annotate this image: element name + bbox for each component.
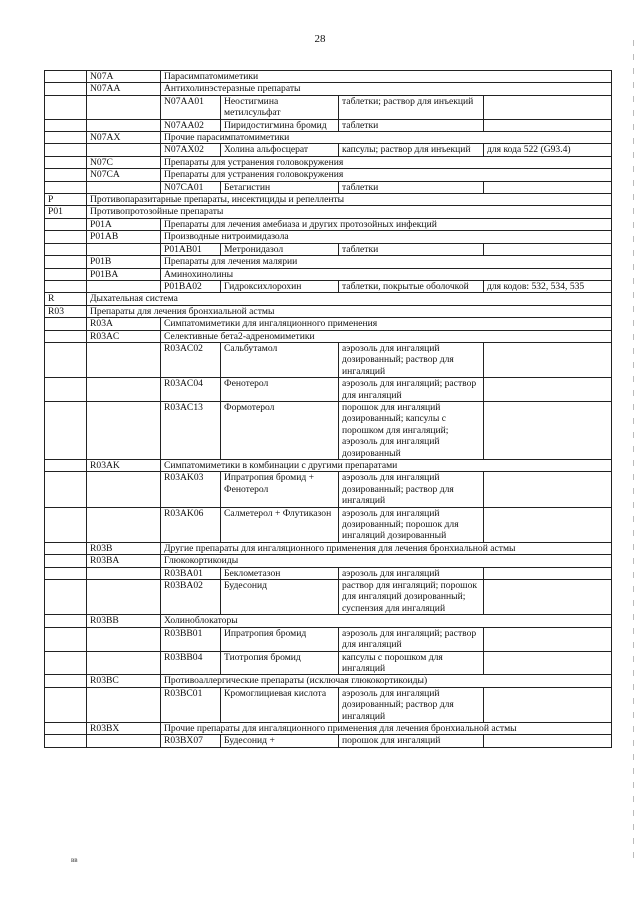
table-row [45,305,612,317]
empty-cell [45,169,87,181]
drug-name-cell: Ипратропия бромид [221,627,339,651]
empty-cell [87,280,161,292]
table-row [45,401,612,459]
empty-cell [87,507,161,542]
dosage-form-cell: аэрозоль для ингаляций; раствор для ингаляций [339,378,484,402]
drug-name-cell: Сальбутамол [221,342,339,377]
dosage-form-cell: аэрозоль для ингаляций дозированный; порошок для ингаляций дозированный [339,507,484,542]
subgroup-name-cell: Селективные бета2-адреномиметики [161,330,612,342]
group-code-cell: P01 [45,206,87,218]
table-row [45,460,612,472]
drug-name-cell: Бетагистин [221,181,339,193]
note-cell [484,378,612,402]
empty-cell [45,243,87,255]
empty-cell [45,132,87,144]
empty-cell [45,555,87,567]
subgroup-code-cell: N07CA [87,169,161,181]
drug-name-cell: Неостигмина метилсульфат [221,95,339,119]
empty-cell [45,280,87,292]
empty-cell [87,567,161,579]
table-row [45,651,612,675]
dosage-form-cell: таблетки [339,181,484,193]
empty-cell [45,567,87,579]
empty-cell [45,342,87,377]
table-row [45,627,612,651]
drug-code-cell: N07CA01 [161,181,221,193]
subgroup-name-cell: Холиноблокаторы [161,615,612,627]
group-name-cell: Дыхательная система [87,293,612,305]
note-cell [484,401,612,459]
drug-code-cell: R03BA02 [161,580,221,615]
drug-code-cell: N07AA02 [161,119,221,131]
table-row [45,83,612,95]
table-row [45,555,612,567]
group-name-cell: Противопротозойные препараты [87,206,612,218]
subgroup-code-cell: R03BA [87,555,161,567]
note-cell [484,651,612,675]
note-cell [484,119,612,131]
table-row [45,280,612,292]
empty-cell [87,144,161,156]
empty-cell [45,507,87,542]
group-name-cell: Противопаразитарные препараты, инсектициды и репелленты [87,194,612,206]
dosage-form-cell: порошок для ингаляций [339,735,484,747]
subgroup-name-cell: Глюкокортикоиды [161,555,612,567]
footer-mark: вв [71,856,78,864]
group-code-cell: R03 [45,305,87,317]
table-row [45,542,612,554]
note-cell [484,472,612,507]
drug-name-cell: Гидроксихлорохин [221,280,339,292]
empty-cell [45,218,87,230]
subgroup-code-cell: R03BB [87,615,161,627]
empty-cell [45,675,87,687]
empty-cell [87,401,161,459]
drug-name-cell: Салметерол + Флутиказон [221,507,339,542]
subgroup-code-cell: P01BA [87,268,161,280]
empty-cell [45,119,87,131]
subgroup-name-cell: Препараты для лечения малярии [161,256,612,268]
table-row [45,615,612,627]
empty-cell [87,627,161,651]
subgroup-name-cell: Симпатомиметики в комбинации с другими препаратами [161,460,612,472]
empty-cell [87,243,161,255]
drug-name-cell: Кромоглициевая кислота [221,687,339,722]
table-row [45,132,612,144]
drug-code-cell: R03AK03 [161,472,221,507]
subgroup-code-cell: R03B [87,542,161,554]
subgroup-code-cell: P01A [87,218,161,230]
subgroup-code-cell: P01AB [87,231,161,243]
dosage-form-cell: раствор для ингаляций; порошок для ингаляций дозированный; суспензия для ингаляций [339,580,484,615]
note-cell [484,243,612,255]
empty-cell [45,156,87,168]
drug-code-cell: R03BC01 [161,687,221,722]
table-row [45,675,612,687]
empty-cell [45,401,87,459]
drug-code-cell: R03AK06 [161,507,221,542]
table-row [45,567,612,579]
drug-name-cell: Холина альфосцерат [221,144,339,156]
note-cell: для кодов: 532, 534, 535 [484,280,612,292]
subgroup-code-cell: R03AK [87,460,161,472]
drug-code-cell: N07AX02 [161,144,221,156]
drug-code-cell: R03BX07 [161,735,221,747]
subgroup-name-cell: Препараты для лечения амебиаза и других протозойных инфекций [161,218,612,230]
dosage-form-cell: таблетки [339,119,484,131]
subgroup-name-cell: Препараты для устранения головокружения [161,156,612,168]
drug-code-cell: P01BA02 [161,280,221,292]
subgroup-name-cell: Аминохинолины [161,268,612,280]
empty-cell [45,722,87,734]
empty-cell [87,735,161,747]
drug-name-cell: Фенотерол [221,378,339,402]
table-row [45,218,612,230]
empty-cell [87,472,161,507]
drug-name-cell: Метронидазол [221,243,339,255]
table-row [45,231,612,243]
note-cell [484,687,612,722]
empty-cell [45,318,87,330]
group-name-cell: Препараты для лечения бронхиальной астмы [87,305,612,317]
subgroup-code-cell: N07C [87,156,161,168]
table-row [45,293,612,305]
dosage-form-cell: аэрозоль для ингаляций [339,567,484,579]
table-row [45,181,612,193]
table-row [45,318,612,330]
table-row [45,472,612,507]
empty-cell [45,181,87,193]
empty-cell [45,231,87,243]
table-row [45,169,612,181]
subgroup-code-cell: R03BX [87,722,161,734]
subgroup-code-cell: N07AX [87,132,161,144]
empty-cell [45,144,87,156]
table-row [45,735,612,747]
table-row [45,71,612,83]
table-row [45,243,612,255]
table-row [45,144,612,156]
empty-cell [87,687,161,722]
table-row [45,156,612,168]
empty-cell [87,181,161,193]
dosage-form-cell: капсулы; раствор для инъекций [339,144,484,156]
empty-cell [45,95,87,119]
empty-cell [87,580,161,615]
scan-edge [633,40,634,860]
empty-cell [45,735,87,747]
subgroup-code-cell: R03AC [87,330,161,342]
table-row [45,507,612,542]
drug-name-cell: Будесонид [221,580,339,615]
subgroup-name-cell: Противоаллергические препараты (исключая глюкокортикоиды) [161,675,612,687]
table-row [45,580,612,615]
table-row [45,342,612,377]
empty-cell [45,256,87,268]
drug-code-cell: R03BB04 [161,651,221,675]
subgroup-code-cell: N07A [87,71,161,83]
empty-cell [45,542,87,554]
table-row [45,256,612,268]
dosage-form-cell: аэрозоль для ингаляций дозированный; раствор для ингаляций [339,472,484,507]
note-cell [484,735,612,747]
subgroup-code-cell: N07AA [87,83,161,95]
note-cell [484,567,612,579]
table-row [45,378,612,402]
page-number: 28 [314,33,326,45]
empty-cell [87,95,161,119]
empty-cell [45,580,87,615]
empty-cell [45,378,87,402]
empty-cell [45,268,87,280]
subgroup-code-cell: R03BC [87,675,161,687]
dosage-form-cell: таблетки [339,243,484,255]
empty-cell [87,378,161,402]
empty-cell [45,71,87,83]
table-row [45,206,612,218]
group-code-cell: P [45,194,87,206]
subgroup-name-cell: Препараты для устранения головокружения [161,169,612,181]
note-cell [484,342,612,377]
group-code-cell: R [45,293,87,305]
note-cell [484,580,612,615]
subgroup-code-cell: P01B [87,256,161,268]
table-row [45,268,612,280]
drug-code-cell: N07AA01 [161,95,221,119]
subgroup-name-cell: Прочие препараты для ингаляционного применения для лечения бронхиальной астмы [161,722,612,734]
drug-name-cell: Будесонид + [221,735,339,747]
empty-cell [45,627,87,651]
table-row [45,194,612,206]
note-cell: для кода 522 (G93.4) [484,144,612,156]
dosage-form-cell: аэрозоль для ингаляций; раствор для ингаляций [339,627,484,651]
subgroup-name-cell: Парасимпатомиметики [161,71,612,83]
subgroup-name-cell: Симпатомиметики для ингаляционного применения [161,318,612,330]
dosage-form-cell: аэрозоль для ингаляций дозированный; раствор для ингаляций [339,342,484,377]
subgroup-name-cell: Другие препараты для ингаляционного применения для лечения бронхиальной астмы [161,542,612,554]
note-cell [484,627,612,651]
table-row [45,95,612,119]
note-cell [484,95,612,119]
drug-name-cell: Ипратропия бромид + Фенотерол [221,472,339,507]
table-row [45,119,612,131]
subgroup-name-cell: Антихолинэстеразные препараты [161,83,612,95]
note-cell [484,181,612,193]
empty-cell [45,460,87,472]
drug-name-cell: Тиотропия бромид [221,651,339,675]
subgroup-code-cell: R03A [87,318,161,330]
empty-cell [87,342,161,377]
drug-table [44,70,612,748]
table-row [45,687,612,722]
dosage-form-cell: капсулы с порошком для ингаляций [339,651,484,675]
empty-cell [45,687,87,722]
table-row [45,330,612,342]
empty-cell [45,330,87,342]
empty-cell [45,472,87,507]
dosage-form-cell: таблетки, покрытые оболочкой [339,280,484,292]
dosage-form-cell: таблетки; раствор для инъекций [339,95,484,119]
empty-cell [45,615,87,627]
dosage-form-cell: порошок для ингаляций дозированный; капсулы с порошком для ингаляций; аэрозоль для ингаляций дозированный [339,401,484,459]
table-row [45,722,612,734]
drug-name-cell: Формотерол [221,401,339,459]
drug-code-cell: R03AC13 [161,401,221,459]
drug-name-cell: Беклометазон [221,567,339,579]
drug-code-cell: R03AC02 [161,342,221,377]
drug-code-cell: P01AB01 [161,243,221,255]
drug-code-cell: R03BB01 [161,627,221,651]
empty-cell [45,651,87,675]
note-cell [484,507,612,542]
dosage-form-cell: аэрозоль для ингаляций дозированный; раствор для ингаляций [339,687,484,722]
subgroup-name-cell: Производные нитроимидазола [161,231,612,243]
drug-code-cell: R03BA01 [161,567,221,579]
drug-code-cell: R03AC04 [161,378,221,402]
empty-cell [87,651,161,675]
drug-name-cell: Пиридостигмина бромид [221,119,339,131]
empty-cell [87,119,161,131]
subgroup-name-cell: Прочие парасимпатомиметики [161,132,612,144]
empty-cell [45,83,87,95]
